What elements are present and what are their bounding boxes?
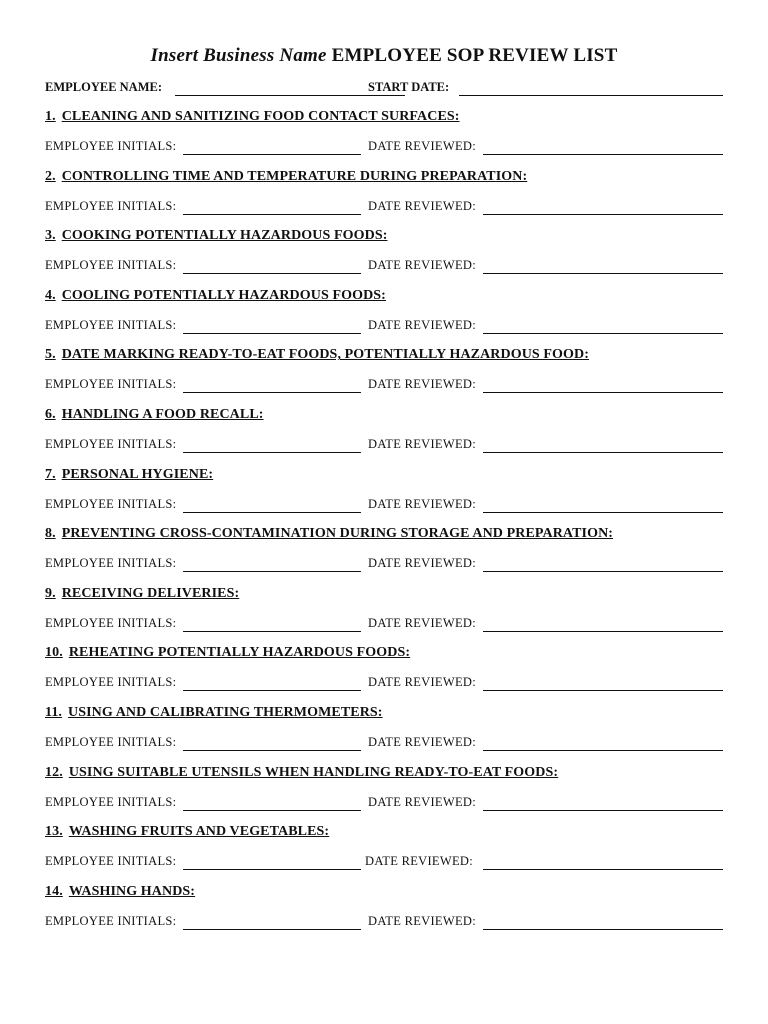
sop-section-title: USING AND CALIBRATING THERMOMETERS: <box>68 705 383 720</box>
date-reviewed-label: DATE REVIEWED: <box>368 198 476 213</box>
employee-initials-field[interactable] <box>183 512 361 513</box>
sop-section-heading <box>45 824 329 840</box>
date-reviewed-label: DATE REVIEWED: <box>368 556 476 571</box>
employee-initials-label: EMPLOYEE INITIALS: <box>45 317 177 332</box>
employee-initials-label: EMPLOYEE INITIALS: <box>45 198 177 213</box>
sop-section-number: 10. <box>45 645 63 661</box>
employee-initials-field[interactable] <box>183 392 361 393</box>
sop-section-heading <box>45 645 410 661</box>
sop-section-heading <box>45 526 613 542</box>
employee-initials-label: EMPLOYEE INITIALS: <box>45 377 177 392</box>
employee-initials-field[interactable] <box>183 571 361 572</box>
sop-section-title: REHEATING POTENTIALLY HAZARDOUS FOODS: <box>68 645 411 661</box>
employee-initials-field[interactable] <box>183 333 361 334</box>
sop-signoff-row <box>45 377 723 395</box>
employee-initials-label: EMPLOYEE INITIALS: <box>45 556 177 571</box>
sop-section-number: 11. <box>45 705 63 720</box>
date-reviewed-label: DATE REVIEWED: <box>368 735 476 749</box>
date-reviewed-field[interactable] <box>483 452 723 453</box>
document-title: EMPLOYEE SOP REVIEW LIST <box>331 45 618 66</box>
sop-signoff-row <box>45 795 723 813</box>
employee-info-row <box>45 80 723 98</box>
sop-signoff-row <box>45 318 723 336</box>
sop-section <box>45 109 723 159</box>
sop-section <box>45 467 723 517</box>
employee-initials-field[interactable] <box>183 631 361 632</box>
date-reviewed-field[interactable] <box>483 869 723 870</box>
sop-section <box>45 705 723 755</box>
date-reviewed-field[interactable] <box>483 392 723 393</box>
employee-initials-label: EMPLOYEE INITIALS: <box>45 794 177 809</box>
sop-signoff-row <box>45 199 723 217</box>
sop-section-number: 3. <box>45 228 56 244</box>
date-reviewed-field[interactable] <box>483 273 723 274</box>
sop-section-number: 1. <box>45 109 56 124</box>
employee-initials-field[interactable] <box>183 690 361 691</box>
sop-section-number: 6. <box>45 407 56 422</box>
employee-initials-label: EMPLOYEE INITIALS: <box>45 615 177 630</box>
sop-section-heading <box>45 169 527 185</box>
employee-initials-label: EMPLOYEE INITIALS: <box>45 496 177 511</box>
sop-signoff-row <box>45 914 723 932</box>
sop-section-title: PERSONAL HYGIENE: <box>61 466 214 482</box>
sop-section-heading <box>45 109 460 125</box>
sop-section <box>45 765 723 815</box>
sop-section-title: COOKING POTENTIALLY HAZARDOUS FOODS: <box>61 228 388 244</box>
employee-name-label: EMPLOYEE NAME: <box>45 80 163 94</box>
sop-section-title: CLEANING AND SANITIZING FOOD CONTACT SURFACES: <box>61 109 460 124</box>
sop-signoff-row <box>45 735 723 753</box>
sop-section <box>45 288 723 338</box>
date-reviewed-field[interactable] <box>483 512 723 513</box>
sop-signoff-row <box>45 675 723 693</box>
sop-section-heading <box>45 705 383 721</box>
employee-initials-label: EMPLOYEE INITIALS: <box>45 854 177 869</box>
sop-section-number: 4. <box>45 287 56 303</box>
date-reviewed-label: DATE REVIEWED: <box>368 317 476 332</box>
business-name-placeholder: Insert Business Name <box>150 45 327 66</box>
date-reviewed-field[interactable] <box>483 154 723 155</box>
sop-section-number: 14. <box>45 883 63 899</box>
sop-signoff-row <box>45 616 723 634</box>
sop-section-heading <box>45 765 558 781</box>
sop-section <box>45 228 723 278</box>
sop-section-number: 2. <box>45 168 56 184</box>
sop-signoff-row <box>45 139 723 157</box>
sop-section-title: CONTROLLING TIME AND TEMPERATURE DURING PREPARATION: <box>61 168 528 184</box>
date-reviewed-label: DATE REVIEWED: <box>368 913 476 928</box>
sop-section-heading <box>45 228 387 244</box>
employee-initials-label: EMPLOYEE INITIALS: <box>45 735 177 749</box>
date-reviewed-label: DATE REVIEWED: <box>368 794 476 809</box>
employee-initials-label: EMPLOYEE INITIALS: <box>45 913 177 928</box>
employee-initials-field[interactable] <box>183 869 361 870</box>
employee-initials-label: EMPLOYEE INITIALS: <box>45 675 177 690</box>
date-reviewed-field[interactable] <box>483 631 723 632</box>
date-reviewed-field[interactable] <box>483 750 723 751</box>
date-reviewed-label: DATE REVIEWED: <box>368 496 476 511</box>
sop-section-heading <box>45 407 264 423</box>
date-reviewed-field[interactable] <box>483 690 723 691</box>
sop-section-number: 5. <box>45 347 56 363</box>
employee-initials-field[interactable] <box>183 273 361 274</box>
date-reviewed-field[interactable] <box>483 333 723 334</box>
employee-name-field[interactable] <box>175 95 405 96</box>
start-date-field[interactable] <box>459 95 723 96</box>
sop-section <box>45 169 723 219</box>
sop-section <box>45 347 723 397</box>
sop-section-title: PREVENTING CROSS-CONTAMINATION DURING STORAGE AND PREPARATION: <box>61 526 614 542</box>
sop-section <box>45 586 723 636</box>
date-reviewed-label: DATE REVIEWED: <box>368 258 476 273</box>
employee-initials-field[interactable] <box>183 929 361 930</box>
sop-section-title: WASHING FRUITS AND VEGETABLES: <box>68 824 330 840</box>
date-reviewed-label: DATE REVIEWED: <box>365 854 473 869</box>
date-reviewed-field[interactable] <box>483 810 723 811</box>
employee-initials-field[interactable] <box>183 810 361 811</box>
date-reviewed-field[interactable] <box>483 929 723 930</box>
sop-signoff-row <box>45 258 723 276</box>
employee-initials-label: EMPLOYEE INITIALS: <box>45 437 177 451</box>
sop-section-heading <box>45 288 386 304</box>
sop-section-title: WASHING HANDS: <box>68 883 196 899</box>
sop-section-number: 13. <box>45 824 63 840</box>
employee-initials-field[interactable] <box>183 214 361 215</box>
sop-signoff-row <box>45 437 723 455</box>
sop-section <box>45 824 723 874</box>
date-reviewed-field[interactable] <box>483 214 723 215</box>
sop-section-title: RECEIVING DELIVERIES: <box>61 585 240 601</box>
sop-section-heading <box>45 467 213 483</box>
date-reviewed-label: DATE REVIEWED: <box>368 675 476 690</box>
sop-signoff-row <box>45 556 723 574</box>
sop-section-heading <box>45 347 589 363</box>
sop-section <box>45 407 723 457</box>
sop-section <box>45 884 723 934</box>
page-title <box>0 45 768 67</box>
employee-initials-field[interactable] <box>183 154 361 155</box>
start-date-label: START DATE: <box>368 80 450 94</box>
date-reviewed-label: DATE REVIEWED: <box>368 139 476 153</box>
sop-section-number: 9. <box>45 585 56 601</box>
sop-section-title: USING SUITABLE UTENSILS WHEN HANDLING READY-TO-EAT FOODS: <box>68 764 559 780</box>
sop-section <box>45 526 723 576</box>
sop-section <box>45 645 723 695</box>
sop-section-heading <box>45 586 239 602</box>
date-reviewed-label: DATE REVIEWED: <box>368 437 476 451</box>
sop-section-title: HANDLING A FOOD RECALL: <box>61 407 264 422</box>
sop-section-number: 7. <box>45 466 56 482</box>
date-reviewed-label: DATE REVIEWED: <box>368 377 476 392</box>
employee-initials-field[interactable] <box>183 452 361 453</box>
sop-section-heading <box>45 884 195 900</box>
sop-signoff-row <box>45 854 723 872</box>
employee-initials-field[interactable] <box>183 750 361 751</box>
sop-section-title: COOLING POTENTIALLY HAZARDOUS FOODS: <box>61 287 386 303</box>
sop-signoff-row <box>45 497 723 515</box>
sop-section-number: 12. <box>45 764 63 780</box>
employee-initials-label: EMPLOYEE INITIALS: <box>45 258 177 273</box>
sop-section-number: 8. <box>45 526 56 542</box>
date-reviewed-label: DATE REVIEWED: <box>368 615 476 630</box>
sop-section-title: DATE MARKING READY-TO-EAT FOODS, POTENTIALLY HAZARDOUS FOOD: <box>61 347 590 363</box>
employee-initials-label: EMPLOYEE INITIALS: <box>45 139 177 153</box>
date-reviewed-field[interactable] <box>483 571 723 572</box>
